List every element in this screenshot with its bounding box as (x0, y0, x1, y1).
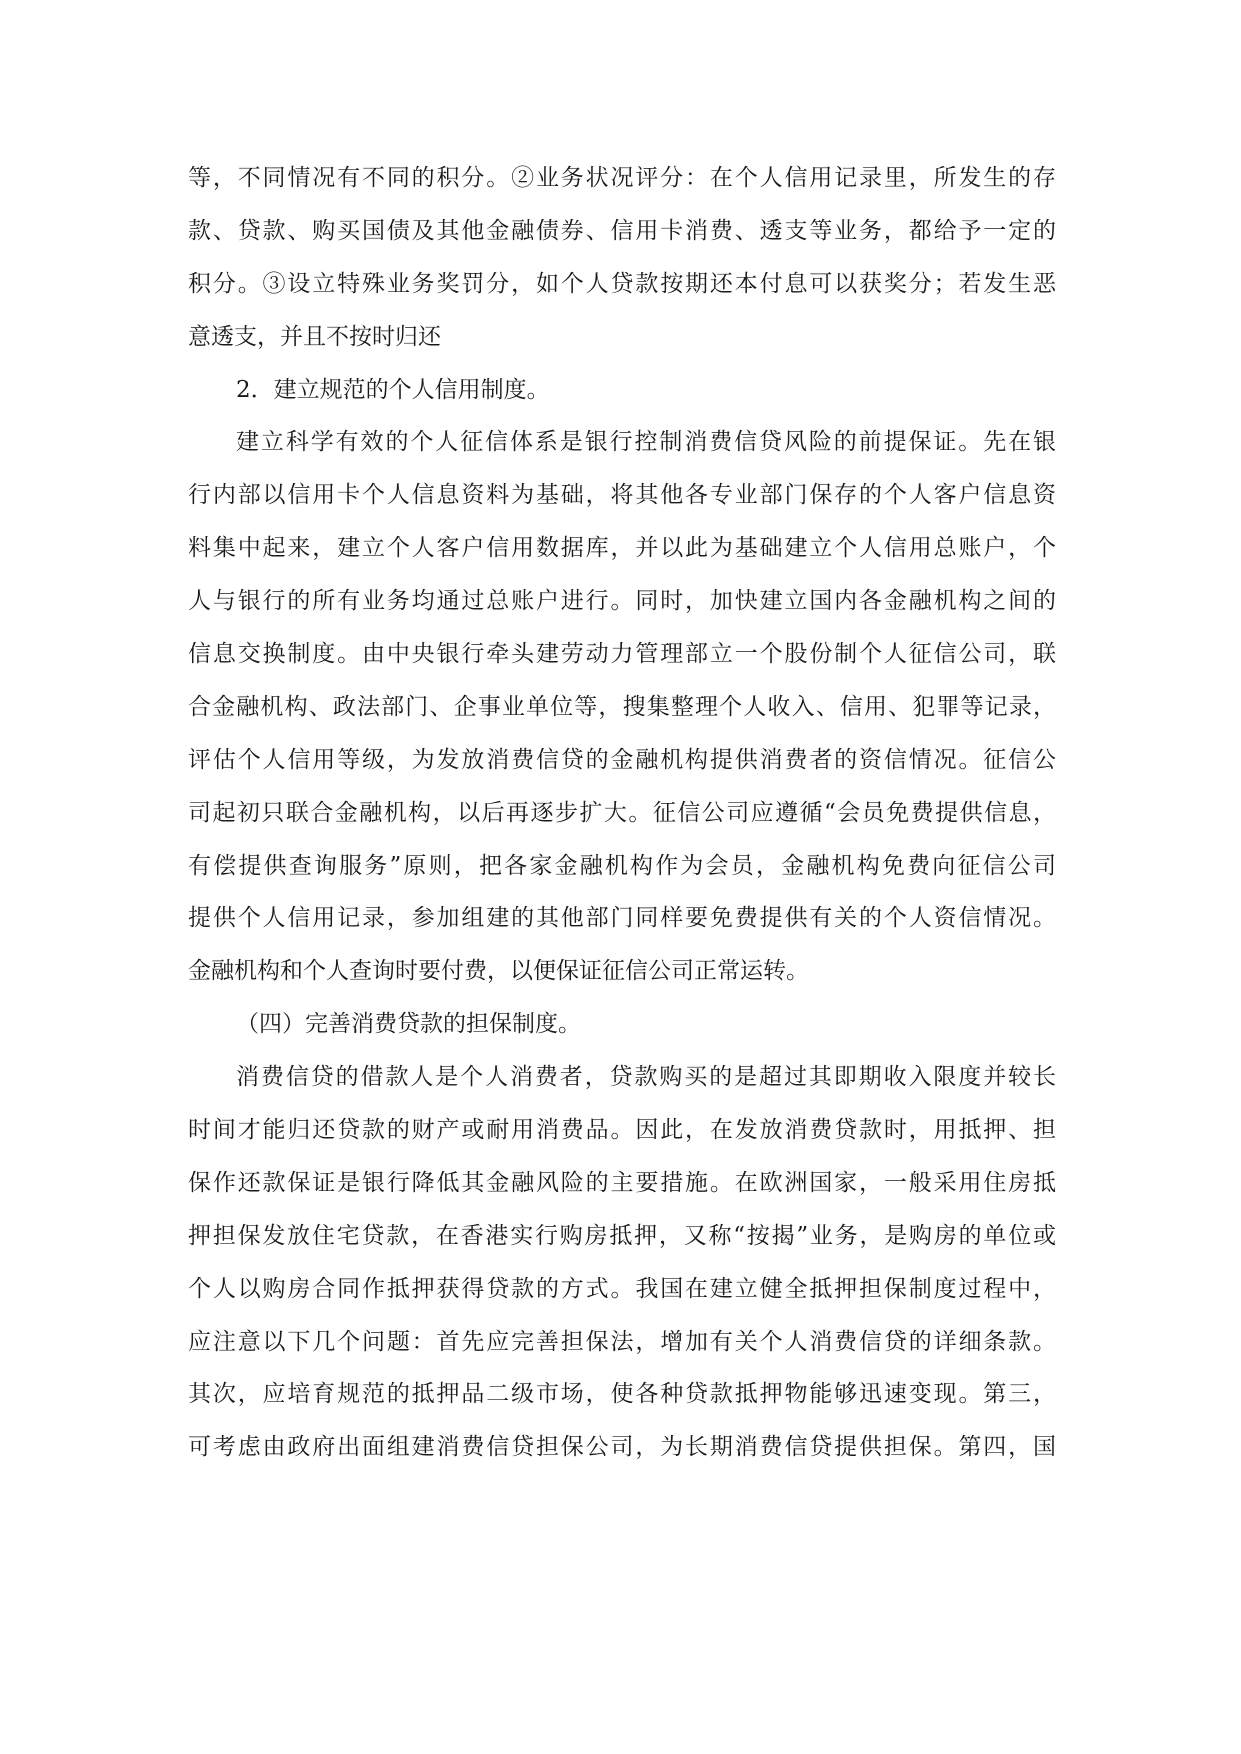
text-line: 提供个人信用记录，参加组建的其他部门同样要免费提供有关的个人资信情况。 (188, 905, 1056, 932)
section-heading: （四）完善消费贷款的担保制度。 (236, 1011, 581, 1038)
text-line: 保作还款保证是银行降低其金融风险的主要措施。在欧洲国家，一般采用住房抵 (188, 1169, 1056, 1196)
text-line: 合金融机构、政法部门、企事业单位等，搜集整理个人收入、信用、犯罪等记录， (188, 693, 1056, 720)
text-line: 建立科学有效的个人征信体系是银行控制消费信贷风险的前提保证。先在银 (236, 429, 1056, 456)
text-line: 行内部以信用卡个人信息资料为基础，将其他各专业部门保存的个人客户信息资 (188, 482, 1056, 509)
text-line: 料集中起来，建立个人客户信用数据库，并以此为基础建立个人信用总账户，个 (188, 535, 1056, 562)
text-line: 个人以购房合同作抵押获得贷款的方式。我国在建立健全抵押担保制度过程中， (188, 1275, 1056, 1302)
text-line: 信息交换制度。由中央银行牵头建劳动力管理部立一个股份制个人征信公司，联 (188, 641, 1056, 668)
section-heading: 2．建立规范的个人信用制度。 (236, 376, 550, 403)
text-line: 应注意以下几个问题：首先应完善担保法，增加有关个人消费信贷的详细条款。 (188, 1328, 1056, 1355)
text-line: 时间才能归还贷款的财产或耐用消费品。因此，在发放消费贷款时，用抵押、担 (188, 1117, 1056, 1144)
text-line: 等，不同情况有不同的积分。②业务状况评分：在个人信用记录里，所发生的存 (188, 165, 1056, 191)
text-line: 评估个人信用等级，为发放消费信贷的金融机构提供消费者的资信情况。征信公 (188, 746, 1056, 773)
text-line: 押担保发放住宅贷款，在香港实行购房抵押，又称“按揭”业务，是购房的单位或 (188, 1222, 1056, 1249)
text-line: 司起初只联合金融机构，以后再逐步扩大。征信公司应遵循“会员免费提供信息， (188, 799, 1056, 826)
text-line: 金融机构和个人查询时要付费，以便保证征信公司正常运转。 (188, 958, 809, 985)
body-text (188, 152, 1056, 1474)
text-line: 有偿提供查询服务”原则，把各家金融机构作为会员，金融机构免费向征信公司 (188, 852, 1056, 879)
text-line: 人与银行的所有业务均通过总账户进行。同时，加快建立国内各金融机构之间的 (188, 588, 1056, 615)
text-line: 款、贷款、购买国债及其他金融债券、信用卡消费、透支等业务，都给予一定的 (188, 217, 1056, 244)
text-line: 消费信贷的借款人是个人消费者，贷款购买的是超过其即期收入限度并较长 (236, 1064, 1056, 1091)
text-line: 意透支，并且不按时归还 (188, 323, 441, 350)
text-line: 积分。③设立特殊业务奖罚分，如个人贷款按期还本付息可以获奖分；若发生恶 (188, 270, 1056, 297)
text-line: 可考虑由政府出面组建消费信贷担保公司，为长期消费信贷提供担保。第四，国 (188, 1434, 1056, 1461)
text-line: 其次，应培育规范的抵押品二级市场，使各种贷款抵押物能够迅速变现。第三， (188, 1381, 1056, 1408)
